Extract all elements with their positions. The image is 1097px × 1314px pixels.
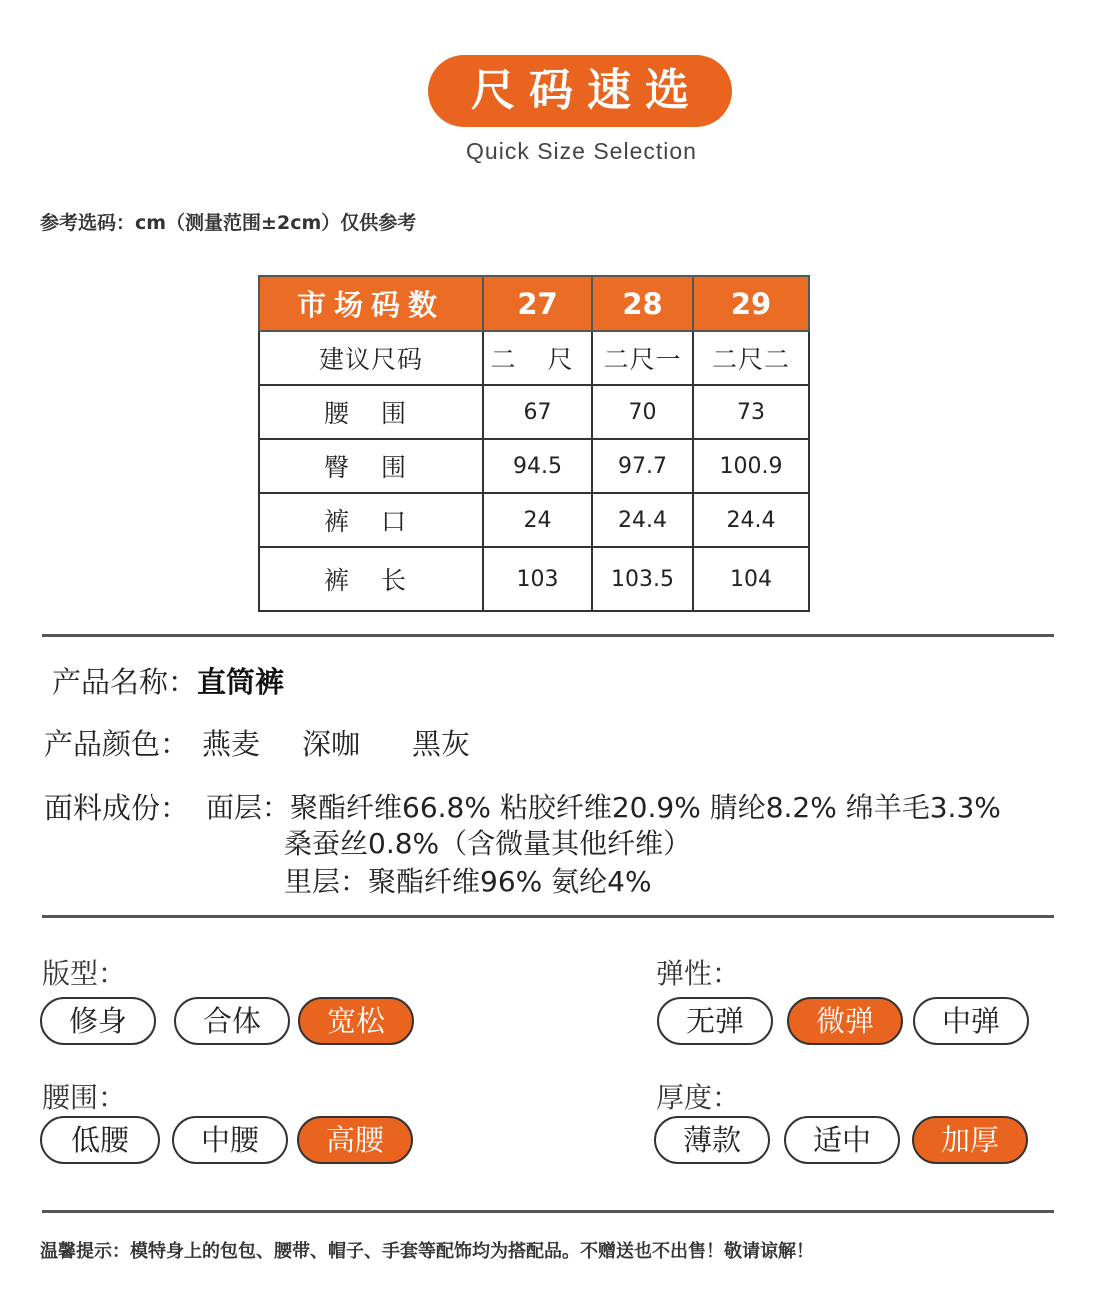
table-cell: 94.5 — [483, 439, 592, 493]
thickness-chip-thin: 薄款 — [654, 1116, 770, 1164]
waist-chip-high: 高腰 — [297, 1116, 413, 1164]
thickness-label: 厚度： — [656, 1081, 741, 1114]
table-header-cell: 29 — [693, 276, 809, 331]
table-header-cell: 市场码数 — [259, 276, 483, 331]
table-row — [259, 385, 809, 439]
table-cell: 裤 口 — [259, 493, 483, 547]
table-cell: 臀 围 — [259, 439, 483, 493]
table-cell: 24.4 — [592, 493, 693, 547]
divider — [42, 634, 1054, 637]
table-header-cell: 28 — [592, 276, 693, 331]
elasticity-label: 弹性： — [656, 957, 741, 990]
table-cell: 腰 围 — [259, 385, 483, 439]
table-cell: 24 — [483, 493, 592, 547]
table-cell: 二尺二 — [693, 331, 809, 385]
product-color-line — [44, 722, 189, 763]
table-row — [259, 493, 809, 547]
table-cell: 二 尺 — [483, 331, 592, 385]
table-cell: 裤 长 — [259, 547, 483, 611]
table-cell: 103.5 — [592, 547, 693, 611]
elasticity-chip-none: 无弹 — [657, 997, 773, 1045]
thickness-chip-thick: 加厚 — [912, 1116, 1028, 1164]
fabric-line: 面层：聚酯纤维66.8% 粘胶纤维20.9% 腈纶8.2% 绵羊毛3.3% — [206, 791, 1001, 824]
table-cell: 73 — [693, 385, 809, 439]
table-row — [259, 331, 809, 385]
table-header-row — [259, 276, 809, 331]
table-cell: 建议尺码 — [259, 331, 483, 385]
page-title: 尺码速选 — [428, 55, 732, 127]
fit-chip-slim: 修身 — [40, 997, 156, 1045]
waist-label: 腰围： — [42, 1081, 127, 1114]
fabric-line: 里层：聚酯纤维96% 氨纶4% — [284, 865, 652, 898]
reference-note: 参考选码：cm（测量范围±2cm）仅供参考 — [40, 212, 417, 234]
table-cell: 97.7 — [592, 439, 693, 493]
fabric-label: 面料成份： — [44, 791, 190, 825]
color-option: 黑灰 — [412, 727, 471, 761]
thickness-chip-medium: 适中 — [784, 1116, 900, 1164]
size-table — [258, 275, 810, 612]
divider — [42, 915, 1054, 918]
table-cell: 二尺一 — [592, 331, 693, 385]
table-header-cell: 27 — [483, 276, 592, 331]
color-option: 燕麦 — [202, 727, 261, 761]
product-name-value: 直筒裤 — [197, 665, 285, 699]
product-name-line — [52, 660, 284, 701]
table-cell: 24.4 — [693, 493, 809, 547]
fit-label: 版型： — [42, 957, 127, 990]
divider — [42, 1210, 1054, 1213]
fit-chip-regular: 合体 — [174, 997, 290, 1045]
elasticity-chip-medium: 中弹 — [913, 997, 1029, 1045]
waist-chip-low: 低腰 — [40, 1116, 160, 1164]
table-cell: 67 — [483, 385, 592, 439]
elasticity-chip-slight: 微弹 — [787, 997, 903, 1045]
table-cell: 103 — [483, 547, 592, 611]
waist-chip-mid: 中腰 — [172, 1116, 288, 1164]
table-row — [259, 439, 809, 493]
table-row — [259, 547, 809, 611]
table-cell: 70 — [592, 385, 693, 439]
table-cell: 104 — [693, 547, 809, 611]
fabric-line: 桑蚕丝0.8%（含微量其他纤维） — [284, 827, 692, 860]
fit-chip-loose: 宽松 — [298, 997, 414, 1045]
color-option: 深咖 — [302, 727, 361, 761]
product-color-label: 产品颜色： — [44, 727, 190, 761]
table-cell: 100.9 — [693, 439, 809, 493]
page-subtitle: Quick Size Selection — [466, 138, 697, 164]
product-name-label: 产品名称： — [52, 665, 198, 699]
tip-note: 温馨提示：模特身上的包包、腰带、帽子、手套等配饰均为搭配品。不赠送也不出售！敬请谅解！ — [40, 1241, 814, 1262]
